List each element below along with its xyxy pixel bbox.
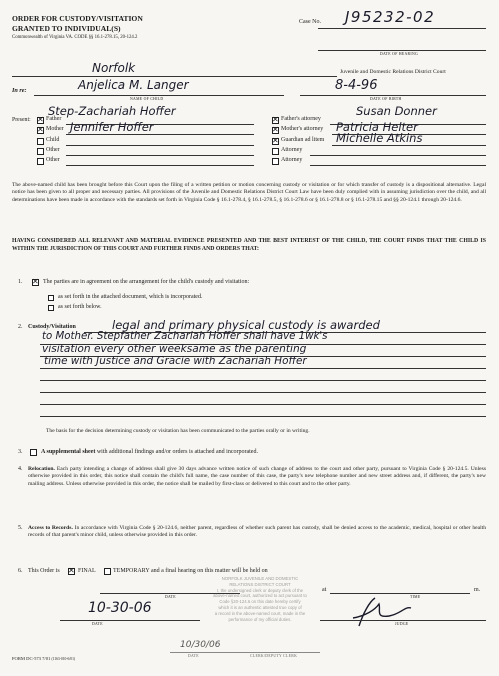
custody-line-4 — [40, 368, 486, 369]
attorney1-label: Attorney — [281, 147, 303, 153]
custody-text-3: visitation every other weeksame as the parenting — [42, 343, 307, 355]
dob-value: 8-4-96 — [335, 78, 378, 93]
attorney2-line — [310, 165, 486, 166]
temporary-checkbox[interactable] — [104, 568, 111, 575]
item2-number: 2. — [18, 324, 23, 330]
father-checkbox[interactable] — [37, 117, 44, 124]
agreement-checkbox[interactable] — [32, 279, 39, 286]
mothers-attorney-label: Mother's attorney — [281, 126, 324, 132]
item4-number: 4. — [18, 466, 23, 472]
custody-line-5 — [40, 380, 486, 381]
judge-signature-line — [320, 620, 486, 621]
hearing-time-field-caption: TIME — [410, 595, 421, 599]
item1-text: The parties are in agreement on the arrangement for the child's custody and visitation: — [43, 279, 250, 285]
form-code-text: (1163-010-6/01) — [51, 657, 76, 661]
locality-value: Norfolk — [92, 61, 136, 75]
attorney2-checkbox[interactable] — [272, 158, 279, 165]
form-title-line1: ORDER FOR CUSTODY/VISITATION — [12, 14, 143, 23]
m-label: m. — [474, 587, 481, 593]
court-name: Juvenile and Domestic Relations District Court — [340, 69, 446, 75]
item6-number: 6. — [18, 568, 23, 574]
fathers-attorney-label: Father's attorney — [281, 116, 321, 122]
locality-line — [12, 76, 337, 77]
form-number-text: FORM DC-573 7/01 — [12, 656, 51, 661]
form-title-line2: GRANTED TO INDIVIDUAL(S) — [12, 24, 121, 33]
basis-text: The basis for the decision determining custody or visitation has been communicated to the parties orally or in writing. — [46, 428, 310, 434]
father-label: Father — [46, 116, 62, 122]
intro-paragraph: The above-named child has been brought before this Court upon the filing of a written petition or motion concerning custody or visitation or for which transfer of custody is a dispositional alternative. Legal notice has been given to all proper and necessary parties. All provisions of the Juvenile and Domestic Relations District Court Law have been duly complied with in assuming jurisdiction over the child, and all determinations have been made in accordance with the standards set forth in Virginia Code § 16.1-278.4, § 16.1-278.5, § 16.1-278.6 or § 16.1-278.8 or § 16.1-278.15 and §§ 20-124.1 through 20-124.6. — [12, 182, 486, 203]
at-label: at — [322, 587, 327, 593]
child-name-value: Anjelica M. Langer — [78, 78, 189, 92]
judge-caption: JUDGE — [395, 622, 409, 626]
custody-text-2: to Mother. Stepfather Zachariah Hoffer shall have 1wk's — [42, 331, 328, 342]
stamp-line-8: performance of my official duties. — [228, 616, 292, 622]
stamp-signature-line — [170, 652, 320, 653]
item3-body: with additional findings and/or orders is attached and incorporated. — [96, 449, 258, 455]
attorney1-line — [310, 155, 486, 156]
item3-number: 3. — [18, 449, 23, 455]
item1-option-b: as set forth below. — [58, 304, 102, 310]
temporary-label: TEMPORARY and a final hearing on this matter will be held on — [113, 568, 268, 574]
clerk-certification-stamp — [190, 576, 330, 622]
item2-label: Custody/Visitation — [28, 324, 76, 330]
findings-heading: HAVING CONSIDERED ALL RELEVANT AND MATERIAL EVIDENCE PRESENTED AND THE BEST INTEREST OF THE CHILD, THE COURT FINDS THAT THE CHILD IS WITHIN THE JURISDICTION OF THIS COURT AND FURTHER FINDS AND ORDERS THAT: — [12, 238, 486, 252]
stamp-clerk-label: CLERK/DEPUTY CLERK — [250, 654, 298, 658]
custody-text-4: time with Justice and Gracie with Zachariah Hoffer — [44, 355, 307, 367]
child-name-line — [34, 95, 284, 96]
stamp-line-6: which it is an authentic attested true copy of — [218, 604, 302, 610]
hearing-time-field-line — [330, 593, 470, 594]
set-forth-below-checkbox[interactable] — [48, 305, 54, 311]
other1-label: Other — [46, 147, 60, 153]
hearing-date-line — [318, 50, 486, 51]
case-no-line — [318, 28, 486, 29]
item3-text — [41, 449, 258, 457]
case-no-label: Case No. — [299, 19, 321, 25]
form-number — [12, 656, 75, 662]
supplemental-sheet-checkbox[interactable] — [30, 449, 37, 456]
other1-checkbox[interactable] — [37, 148, 44, 155]
item3-title: A supplemental sheet — [41, 449, 96, 455]
item6-text: This Order is — [28, 568, 60, 574]
mother-checkbox[interactable] — [37, 127, 44, 134]
stamp-line-2: RELATIONS DISTRICT COURT — [229, 581, 291, 587]
attorney2-label: Attorney — [281, 157, 303, 163]
attorney1-checkbox[interactable] — [272, 148, 279, 155]
child-name-caption: NAME OF CHILD — [130, 97, 164, 101]
stamp-line-1: NORFOLK JUVENILE AND DOMESTIC — [221, 576, 299, 581]
custody-line-7 — [40, 404, 486, 405]
stamp-date-label: DATE — [188, 654, 199, 658]
mothers-attorney-value: Patricia Helter — [336, 120, 418, 134]
other2-label: Other — [46, 157, 60, 163]
custody-line-6 — [40, 392, 486, 393]
case-no-value: J95232-02 — [345, 8, 436, 26]
signed-date-caption: DATE — [92, 622, 103, 626]
final-checkbox[interactable] — [68, 568, 75, 575]
signed-date-line — [60, 620, 200, 621]
fathers-attorney-value: Susan Donner — [356, 104, 437, 118]
hearing-date-field-caption: DATE — [165, 595, 176, 599]
item4-paragraph — [28, 466, 486, 488]
item1-number: 1. — [18, 279, 23, 285]
present-label: Present: — [12, 117, 31, 123]
item5-body: In accordance with Virginia Code § 20-124.6, neither parent, regardless of whether such parent has custody, shall be denied access to the academic, medical, hospital or other health records of that parent's minor child, unless otherwise provided in this order. — [28, 525, 486, 539]
custody-line-8 — [40, 416, 486, 417]
stamp-line-3: I, the undersigned clerk or deputy clerk of the — [217, 587, 303, 593]
mothers-attorney-checkbox[interactable] — [272, 127, 279, 134]
custody-text-1: legal and primary physical custody is awarded — [112, 318, 380, 332]
stamp-line-5: Code §20-124.6 on this date hereby certify — [219, 599, 301, 605]
other2-line — [66, 165, 254, 166]
dob-line — [300, 95, 486, 96]
other2-checkbox[interactable] — [37, 158, 44, 165]
child-label: Child — [46, 137, 60, 143]
child-checkbox[interactable] — [37, 138, 44, 145]
gal-checkbox[interactable] — [272, 138, 279, 145]
attached-document-checkbox[interactable] — [48, 295, 54, 301]
item4-title: Relocation. — [28, 466, 55, 472]
item5-title: Access to Records. — [28, 525, 73, 531]
item1-option-a: as set forth in the attached document, which is incorporated. — [58, 294, 203, 300]
child-line — [66, 145, 254, 146]
mother-label: Mother — [46, 126, 64, 132]
father-value: Step-Zachariah Hoffer — [48, 104, 176, 118]
signed-date-value: 10-30-06 — [88, 600, 152, 616]
item5-paragraph — [28, 525, 486, 540]
gal-value: Michelle Atkins — [336, 131, 423, 145]
stamp-date-value: 10/30/06 — [180, 640, 221, 650]
hearing-date-caption: DATE OF HEARING — [380, 52, 419, 56]
dob-caption: DATE OF BIRTH — [370, 97, 402, 101]
mother-value: Jennifer Hoffer — [70, 120, 154, 134]
stamp-line-7: a record in the above-named court, made in the — [214, 610, 306, 616]
other1-line — [66, 155, 254, 156]
final-label: FINAL — [78, 568, 96, 574]
item5-number: 5. — [18, 525, 23, 531]
in-re-label: In re: — [12, 87, 27, 94]
fathers-attorney-checkbox[interactable] — [272, 117, 279, 124]
code-reference: Commonwealth of Virginia VA. CODE §§ 16.1-278.15, 20-124.2 — [12, 35, 138, 40]
item4-body: Each party intending a change of address shall give 30 days advance written notice of such change of address to the court and other party, pursuant to Virginia Code § 20-124.5. Unless otherwise provided in this order, this notice shall contain the child's full name, the case number of this case, the party's new telephone number and new street address and, if different, the party's new mailing address. Unless otherwise provided in this order, the notice shall be mailed by first-class or delivered to this court and to the other party. — [28, 466, 486, 487]
stamp-line-4: above-named court, authorized to act pursuant to — [213, 593, 307, 599]
gal-label: Guardian ad litem — [281, 137, 325, 143]
